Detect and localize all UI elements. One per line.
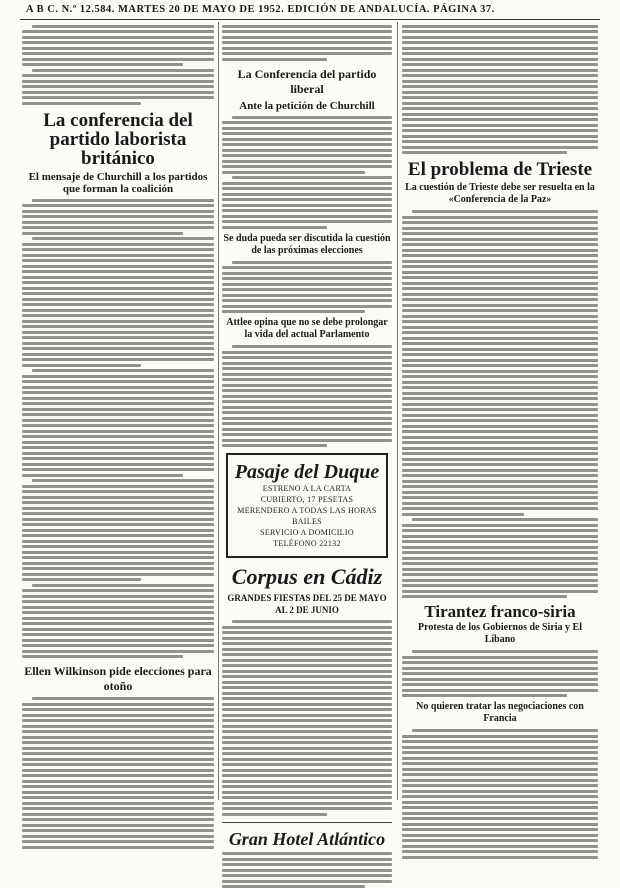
subheadline: El mensaje de Churchill a los partidos que forman la coalición: [28, 170, 208, 195]
advertisement-line: MERENDERO A TODAS LAS HORAS: [237, 506, 377, 515]
article-text: [222, 261, 392, 314]
header-rule: [20, 19, 600, 20]
advertisement-line: TELÉFONO 22132: [273, 539, 341, 548]
advertisement-box: [226, 453, 388, 558]
article-text: [222, 620, 392, 816]
page-header: A B C. N.º 12.584. MARTES 20 DE MAYO DE 1952. EDICIÓN DE ANDALUCÍA. PÁGINA 37.: [26, 4, 495, 15]
article-text: [22, 199, 214, 659]
advertisement-title: Pasaje del Duque: [234, 461, 380, 483]
subheadline: Protesta de los Gobiernos de Siria y El Líbano: [418, 622, 582, 645]
column-2: [222, 22, 392, 849]
advertisement-line: SERVICIO A DOMICILIO: [260, 528, 354, 537]
subheadline: GRANDES FIESTAS DEL 25 DE MAYO AL 2 DE JUNIO: [227, 593, 387, 615]
article-text: [402, 650, 598, 697]
subheadline: La cuestión de Trieste debe ser resuelta en la «Conferencia de la Paz»: [405, 182, 595, 205]
headline: El problema de Trieste: [407, 159, 593, 180]
headline: No quieren tratar las negociaciones con Francia: [416, 701, 584, 724]
advertisement-line: BAILES: [292, 517, 322, 526]
article-text: [402, 25, 598, 155]
article-text: [402, 210, 598, 598]
advertisement-text: [222, 852, 392, 888]
article-text: [222, 116, 392, 229]
advertisement-title: Gran Hotel Atlántico: [228, 828, 386, 849]
article-text: [22, 25, 214, 105]
subheadline: Ante la petición de Churchill: [239, 99, 375, 112]
headline: Ellen Wilkinson pide elecciones para otoño: [24, 664, 212, 693]
headline: La Conferencia del partido liberal: [237, 66, 377, 96]
column-divider: [397, 22, 398, 800]
headline: Attlee opina que no se debe prolongar la vida del actual Parlamento: [226, 317, 388, 340]
column-divider: [218, 22, 219, 800]
article-text: [222, 345, 392, 447]
column-3: [402, 22, 598, 800]
advertisement-line: CUBIERTO, 17 PESETAS: [260, 495, 354, 504]
column-1: [22, 22, 214, 800]
advertisement-rule: [222, 822, 392, 823]
headline: Tirantez franco-siria: [424, 602, 576, 621]
advertisement-line: ESTRENO A LA CARTA: [262, 484, 352, 493]
headline: Corpus en Cádiz: [231, 564, 383, 589]
article-text: [222, 25, 392, 61]
article-text: [402, 729, 598, 859]
headline: Se duda pueda ser discutida la cuestión de las próximas elecciones: [223, 232, 391, 256]
headline: La conferencia del partido laborista británico: [43, 109, 193, 169]
article-text: [22, 697, 214, 849]
